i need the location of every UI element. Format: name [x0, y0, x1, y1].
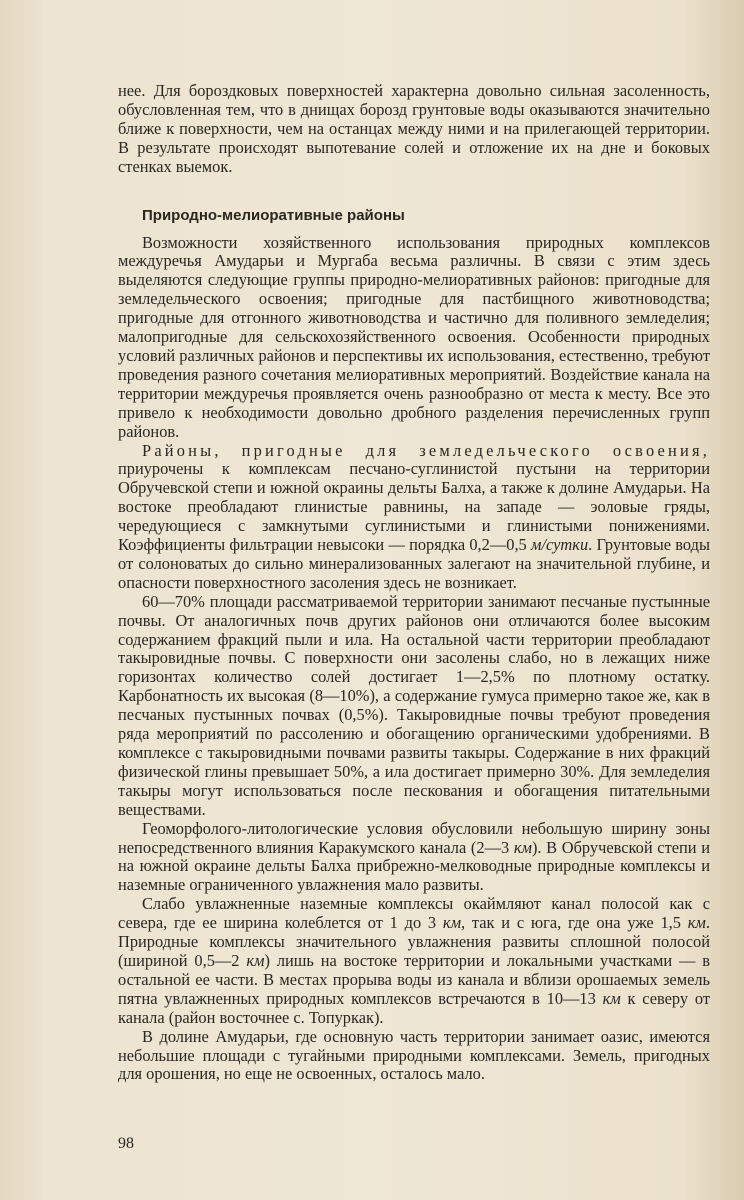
unit-italic: км [513, 837, 532, 857]
paragraph-soils: 60—70% площади рассматриваемой территории занимают песчаные пустынные почвы. От аналогичных почв других районов они отличаются более высоким содержанием фракций пыли и ила. На остальной части территории преобладают такыровидные почвы. С поверхности они засолены слабо, но в лежащих ниже горизонтах количество солей достигает 1—2,5% по плотному остатку. Карбонатность их высокая (8—10%), а содержание гумуса примерно такое же, как в песчаных пустынных почвах (0,5%). Такыровидные почвы требуют проведения ряда мероприятий по рассолению и обогащению органическими удобрениями. В комплексе с такыровидными почвами развиты такыры. Содержание в них фракций физической глины превышает 50%, а ила достигает примерно 30%. Для земледелия такыры могут использоваться после пескования и обогащения питательными веществами. [118, 591, 710, 819]
paragraph-weak-moisture [118, 895, 710, 1027]
unit-italic: м/сутки [530, 535, 589, 555]
paragraph-text-part: Геоморфолого-литологические условия обусловили небольшую ширину зоны непосредственного влияния Каракумского канала (2—3 [118, 818, 710, 857]
unit-italic: км [602, 988, 621, 1008]
spaced-emphasis: Районы, пригодные для земледельческого освоения, [142, 440, 710, 460]
paragraph-agricultural-districts [118, 442, 710, 593]
paragraph-continuation: нее. Для бороздковых поверхностей характерна довольно сильная засоленность, обусловленная тем, что в днищах борозд грунтовые воды оказываются значительно ближе к поверхности, чем на останцах между ними и на прилегающей территории. В результате происходят выпотевание солей и отложение их на дне и боковых стенках выемок. [118, 81, 710, 176]
paragraph-intro: Возможности хозяйственного использования природных комплексов междуречья Амударьи и Мургаба весьма различны. В связи с этим здесь выделяются следующие группы природно-мелиоративных районов: пригодные для земледельческого освоения; пригодные для пастбищного животноводства; пригодные для отгонного животноводства и частично для поливного земледелия; малопригодные для сельскохозяйственного освоения. Особенности природных условий различных районов и перспективы их использования, естественно, требуют проведения разного сочетания мелиоративных мероприятий. Воздействие канала на территории междуречья проявляется очень разнообразно от места к месту. Все это привело к необходимости довольно дробного разделения перечисленных групп районов. [118, 232, 710, 441]
page-text [118, 82, 710, 1084]
paragraph-text-part: . Грунтовые воды от солоноватых до сильно минерализованных залегают на значительной глубине, и опасности поверхностного засоления здесь не возникает. [118, 535, 710, 592]
paragraph-geomorphology [118, 820, 710, 896]
page-number: 98 [118, 1135, 134, 1152]
unit-italic: км [687, 913, 706, 933]
paragraph-text-part: к северу от канала (район восточнее с. Топуркак). [118, 988, 710, 1027]
paragraph-text-part: приурочены к комплексам песчано-суглинистой пустыни на территории Обручевской степи и южной окраины дельты Балха, а также к долине Амударьи. На востоке преобладают глинистые равнины, на западе — эоловые гряды, чередующиеся с замкнутыми суглинистыми и глинистыми понижениями. Коэффициенты фильтрации невысоки — порядка 0,2—0,5 [118, 459, 710, 555]
paragraph-text-part: Слабо увлажненные наземные комплексы окаймляют канал полосой как с севера, где ее ширина колеблется от 1 до 3 [118, 894, 710, 933]
unit-italic: км [442, 913, 462, 933]
paragraph-text-part: ) лишь на востоке территории и локальными участками — в остальной ее части. В местах прорыва воды из канала и вблизи орошаемых земель пятна увлажненных природных комплексов встречаются в 10—13 [118, 950, 711, 1008]
paragraph-text-part: , так и с юга, где она уже 1,5 [461, 913, 688, 933]
paragraph-text-part: . Природные комплексы значительного увлажнения развиты сплошной полосой (шириной 0,5—2 [118, 913, 710, 970]
unit-italic: км [246, 950, 265, 970]
paragraph-amudarya-valley: В долине Амударьи, где основную часть территории занимает оазис, имеются небольшие площади с тугайными природными комплексами. Земель, пригодных для орошения, но еще не освоенных, осталось мало. [118, 1026, 710, 1084]
section-heading: Природно-мелиоративные районы [142, 206, 405, 224]
paragraph-text-part: ). В Обручевской степи и на южной окраине дельты Балха прибрежно-мелководные природные комплексы и наземные ограниченного увлажнения мало развиты. [118, 837, 710, 895]
